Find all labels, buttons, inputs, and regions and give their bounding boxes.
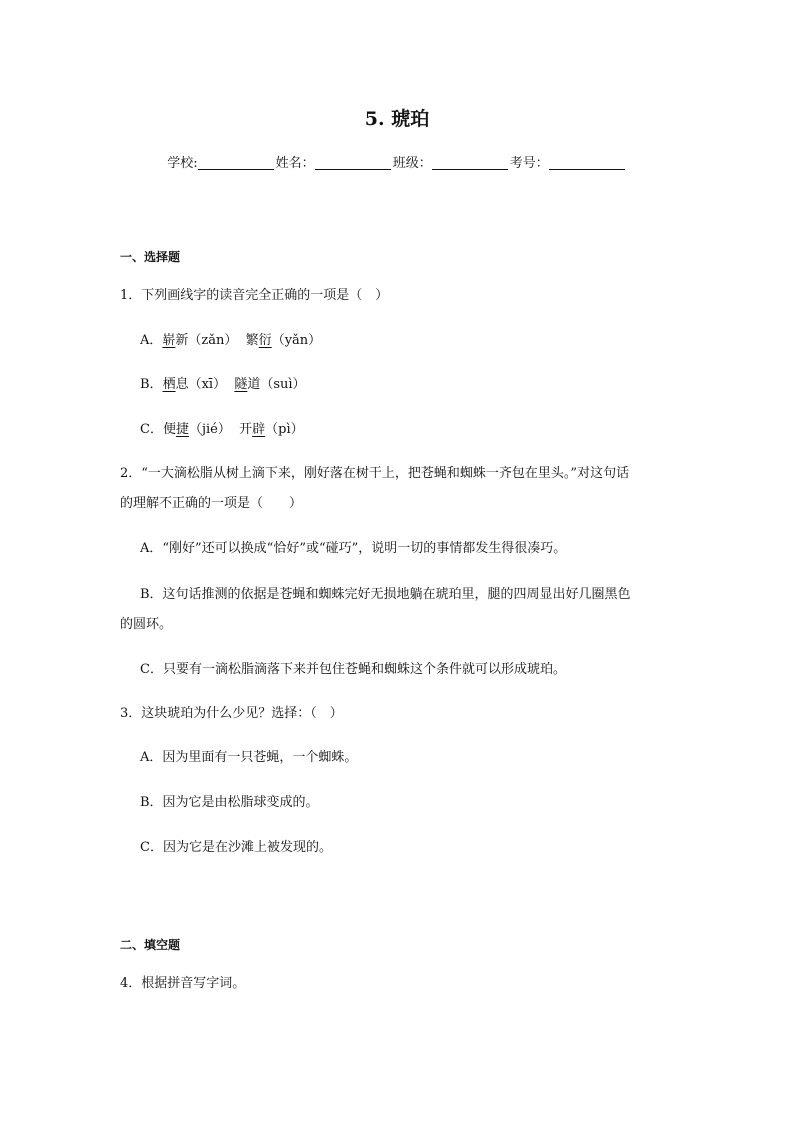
option-text: 开 xyxy=(239,422,253,437)
option-prefix: B． xyxy=(140,377,163,392)
school-label: 学校: xyxy=(167,156,198,171)
underlined-char: 崭 xyxy=(162,333,176,348)
question-2-option-c[interactable]: C．只要有一滴松脂滴落下来并包住苍蝇和蜘蛛这个条件就可以形成琥珀。 xyxy=(140,662,566,677)
exam-no-blank[interactable] xyxy=(549,155,625,170)
option-text: （jié） xyxy=(188,422,231,437)
question-3-stem: 3．这块琥珀为什么少见？选择：（ ） xyxy=(120,706,343,721)
question-2-stem xyxy=(120,459,680,519)
name-label: 姓名： xyxy=(275,156,315,171)
question-1-option-b[interactable] xyxy=(140,369,680,401)
question-2-stem-line-1: 2．“一大滴松脂从树上滴下来，刚好落在树干上，把苍蝇和蜘蛛一齐包在里头。”对这句话 xyxy=(120,466,630,481)
name-blank[interactable] xyxy=(315,155,391,170)
underlined-char: 衍 xyxy=(258,333,272,348)
question-3-option-b[interactable]: B．因为它是由松脂球变成的。 xyxy=(140,795,319,810)
exam-no-label: 考号： xyxy=(509,156,549,171)
underlined-char: 辟 xyxy=(252,422,266,437)
option-text: （pì） xyxy=(265,422,304,437)
option-text: 道（suì） xyxy=(247,377,306,392)
question-1-option-a[interactable] xyxy=(140,325,680,357)
question-3-option-c[interactable]: C．因为它是在沙滩上被发现的。 xyxy=(140,840,332,855)
class-label: 班级： xyxy=(392,156,432,171)
class-blank[interactable] xyxy=(432,155,508,170)
question-2-option-a[interactable]: A．“刚好”还可以换成“恰好”或“碰巧”，说明一切的事情都发生得很凑巧。 xyxy=(140,541,567,556)
question-4-stem: 4．根据拼音写字词。 xyxy=(120,976,246,991)
question-2-stem-line-2: 的理解不正确的一项是（ ） xyxy=(120,496,303,511)
section-heading-choice: 一、选择题 xyxy=(120,250,181,264)
section-heading-fill-in: 二、填空题 xyxy=(120,938,181,952)
option-text: 新（zǎn） xyxy=(175,333,238,348)
option-prefix: C．便 xyxy=(140,422,176,437)
school-blank[interactable] xyxy=(198,155,274,170)
question-1-stem: 1．下列画线字的读音完全正确的一项是（ ） xyxy=(120,288,389,303)
option-text: 繁 xyxy=(245,333,259,348)
question-3-option-a[interactable]: A．因为里面有一只苍蝇，一个蜘蛛。 xyxy=(140,750,358,765)
student-info-line xyxy=(0,152,794,171)
option-prefix: A． xyxy=(140,333,163,348)
underlined-char: 隧 xyxy=(234,377,248,392)
underlined-char: 捷 xyxy=(175,422,189,437)
question-2-option-b-line-1: B．这句话推测的依据是苍蝇和蜘蛛完好无损地躺在琥珀里，腿的四周显出好几圈黑色 xyxy=(140,587,631,602)
question-2-option-b-line-2: 的圆环。 xyxy=(120,617,173,632)
question-2-option-b[interactable] xyxy=(120,580,680,640)
option-text: 息（xī） xyxy=(175,377,227,392)
question-1-option-c[interactable] xyxy=(140,414,680,446)
page-title: 5. 琥珀 xyxy=(364,108,430,130)
option-text: （yǎn） xyxy=(271,333,322,348)
underlined-char: 栖 xyxy=(162,377,176,392)
